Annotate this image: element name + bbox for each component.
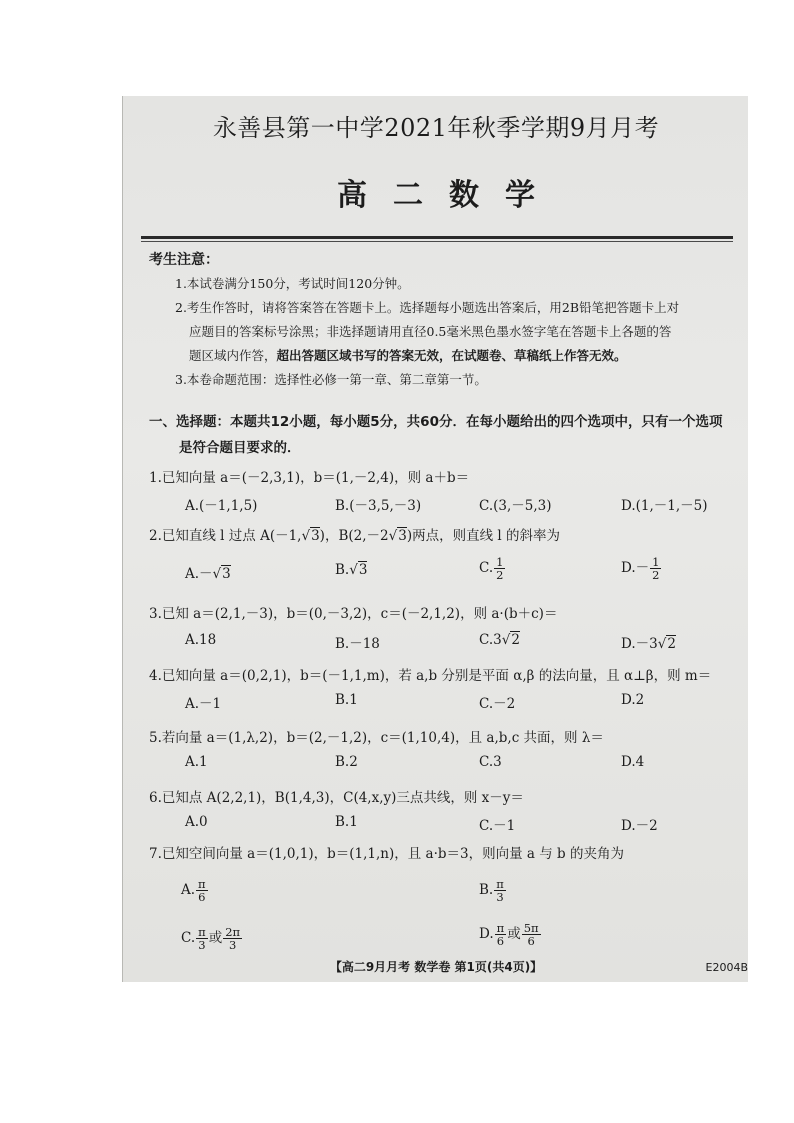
question-5-option-c: C.3: [479, 754, 502, 770]
notice-item-2-cont: 应题目的答案标号涂黑；非选择题请用直径0.5毫米黑色墨水签字笔在答题卡上各题的答: [189, 324, 672, 339]
option-prefix: A.－: [185, 566, 213, 582]
fraction: [494, 878, 506, 903]
fraction: [522, 922, 541, 947]
question-3-option-a: A.18: [185, 632, 217, 648]
school-title: 永善县第一中学2021年秋季学期9月月考: [212, 114, 660, 142]
notice-emphasis: 超出答题区域书写的答案无效，在试题卷、草稿纸上作答无效。: [276, 348, 627, 363]
question-3-option-d: [621, 632, 676, 652]
option-prefix: B.: [479, 882, 494, 899]
question-2-option-c: [479, 556, 506, 581]
denominator: 6: [496, 934, 505, 949]
question-1-option-c: C.(3,－5,3): [479, 498, 552, 514]
header-rule-thin: [141, 241, 733, 242]
radicand: 3: [398, 528, 407, 544]
question-4-option-b: B.1: [335, 692, 358, 708]
question-5-stem: 5.若向量 a＝(1,λ,2)，b＝(2,－1,2)，c＝(1,10,4)，且 a,b,c 共面，则 λ＝: [149, 730, 604, 746]
page-footer: 【高二9月月考 数学卷 第1页(共4页)】: [329, 960, 543, 974]
question-6-stem: 6.已知点 A(2,2,1)，B(1,4,3)，C(4,x,y)三点共线，则 x－y＝: [149, 790, 524, 806]
notice-title: 考生注意：: [149, 252, 219, 268]
option-prefix: D.－: [621, 560, 650, 577]
radicand: 2: [667, 636, 676, 652]
sqrt-symbol: √2: [657, 636, 676, 652]
sqrt-symbol: √3: [212, 566, 231, 582]
sqrt-symbol: √3: [388, 528, 407, 544]
paper-code: E2004B: [705, 961, 748, 974]
notice-item-3: 3.本卷命题范围：选择性必修一第一章、第二章第一节。: [175, 372, 487, 387]
numerator: 1: [652, 555, 660, 569]
denominator: 6: [198, 890, 206, 905]
numerator: π: [496, 877, 504, 891]
question-7-option-b: [479, 878, 507, 903]
sqrt-symbol: √2: [501, 632, 520, 648]
option-prefix: C.3: [479, 632, 502, 648]
question-3-option-b: B.－18: [335, 636, 380, 652]
or-word: 或: [507, 926, 521, 943]
numerator: π: [198, 925, 206, 939]
radicand: 3: [311, 528, 320, 544]
question-2-option-d: [621, 556, 662, 581]
option-prefix: A.: [181, 882, 196, 899]
option-prefix: C.: [181, 930, 196, 947]
fraction: [495, 922, 507, 947]
question-4-option-a: A.－1: [185, 696, 222, 712]
question-1-option-a: A.(－1,1,5): [185, 498, 258, 514]
question-1-stem: 1.已知向量 a＝(－2,3,1)，b＝(1,－2,4)，则 a＋b＝: [149, 470, 470, 486]
fraction: [196, 926, 208, 951]
question-2-stem-part-b: )，B(2,－2: [319, 528, 389, 544]
question-4-option-c: C.－2: [479, 696, 516, 712]
radicand: 3: [358, 562, 368, 578]
denominator: 3: [228, 938, 237, 953]
question-6-option-a: A.0: [185, 814, 208, 830]
question-7-stem: 7.已知空间向量 a＝(1,0,1)，b＝(1,1,n)，且 a·b＝3，则向量 a 与 b 的夹角为: [149, 846, 624, 862]
question-4-option-d: D.2: [621, 692, 645, 708]
notice-item-1: 1.本试卷满分150分，考试时间120分钟。: [175, 276, 410, 291]
denominator: 3: [198, 938, 206, 953]
question-2-option-a: [185, 562, 231, 582]
header-rule-thick: [141, 236, 733, 239]
fraction: [494, 556, 505, 581]
or-word: 或: [208, 930, 223, 947]
option-prefix: C.: [479, 560, 494, 577]
notice-item-2-end-text: 题区域内作答，: [189, 348, 277, 363]
section-heading: 一、选择题：本题共12小题，每小题5分，共60分．在每小题给出的四个选项中，只有一个选项: [149, 414, 723, 430]
question-5-option-d: D.4: [621, 754, 645, 770]
numerator: 2π: [225, 925, 241, 939]
fraction: [196, 878, 208, 903]
question-7-option-d: [479, 922, 542, 947]
numerator: π: [496, 921, 505, 935]
fraction: [223, 926, 242, 951]
fraction: [650, 556, 661, 581]
question-1-option-b: B.(－3,5,－3): [335, 498, 422, 514]
section-heading-cont: 是符合题目要求的．: [179, 440, 301, 456]
question-4-stem: 4.已知向量 a＝(0,2,1)，b＝(－1,1,m)，若 a,b 分别是平面 α,β 的法向量，且 α⊥β，则 m＝: [149, 668, 712, 684]
notice-item-2: 2.考生作答时，请将答案答在答题卡上。选择题每小题选出答案后，用2B铅笔把答题卡上对: [175, 300, 680, 315]
question-2-stem-part-a: 2.已知直线 l 过点 A(－1,: [149, 528, 302, 544]
question-5-option-b: B.2: [335, 754, 358, 770]
question-1-option-d: D.(1,－1,－5): [621, 498, 708, 514]
numerator: 1: [496, 555, 504, 569]
option-prefix: D.－3: [621, 636, 658, 652]
numerator: 5π: [523, 921, 539, 935]
question-2-stem-part-c: )两点，则直线 l 的斜率为: [406, 528, 560, 544]
option-prefix: B.: [335, 562, 350, 578]
question-7-option-c: [181, 926, 243, 951]
denominator: 3: [496, 890, 504, 905]
numerator: π: [198, 877, 206, 891]
denominator: 6: [527, 934, 535, 949]
question-6-option-c: C.－1: [479, 818, 516, 834]
question-6-option-b: B.1: [335, 814, 358, 830]
notice-item-2-end: [189, 346, 627, 364]
question-2-option-b: [335, 562, 367, 578]
question-3-stem: 3.已知 a＝(2,1,－3)，b＝(0,－3,2)，c＝(－2,1,2)，则 a·(b＋c)＝: [149, 606, 558, 622]
option-prefix: D.: [479, 926, 494, 943]
question-2-stem: [149, 524, 560, 544]
subject-title: 高二数学: [337, 178, 561, 213]
denominator: 2: [496, 568, 504, 583]
denominator: 2: [652, 568, 660, 583]
radicand: 3: [222, 566, 231, 582]
question-3-option-c: [479, 632, 520, 648]
exam-sheet: [122, 96, 748, 982]
question-7-option-a: [181, 878, 209, 903]
sqrt-symbol: √3: [349, 562, 368, 578]
question-5-option-a: A.1: [185, 754, 208, 770]
question-6-option-d: D.－2: [621, 818, 658, 834]
sqrt-symbol: √3: [301, 528, 320, 544]
radicand: 2: [511, 632, 520, 648]
